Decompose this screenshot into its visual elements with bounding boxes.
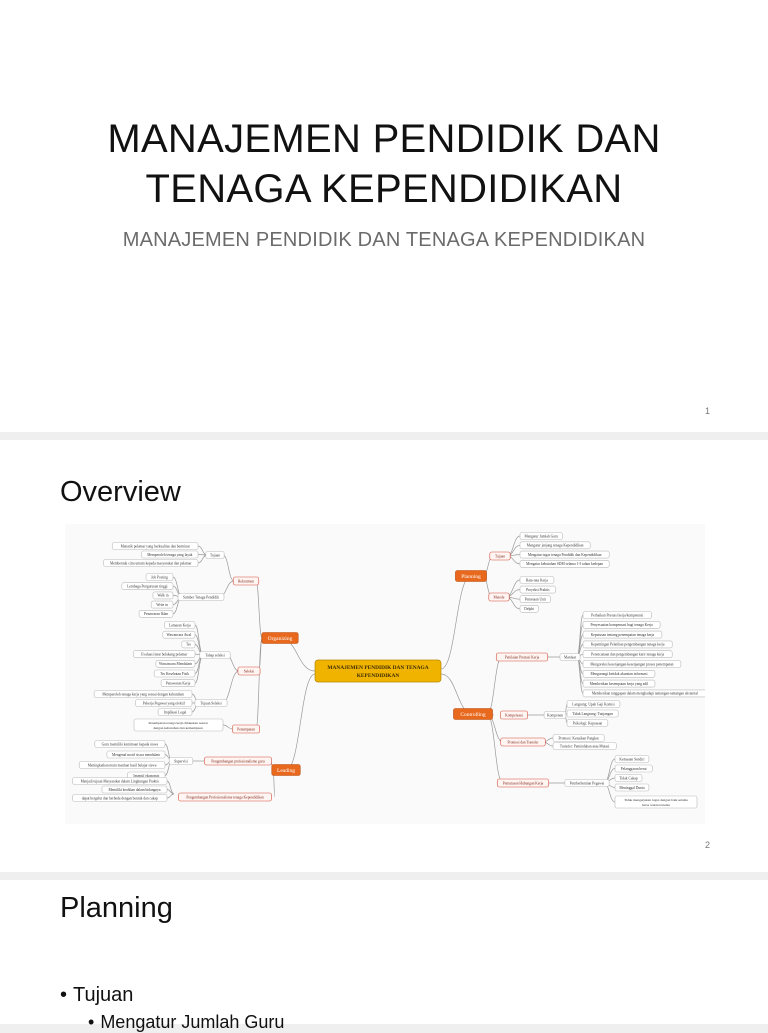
svg-text:Tujuan Seleksi: Tujuan Seleksi bbox=[200, 701, 222, 706]
leaf-node bbox=[182, 641, 195, 648]
leaf-node bbox=[520, 551, 609, 558]
svg-text:Seleksi: Seleksi bbox=[243, 669, 255, 674]
svg-text:Walk in: Walk in bbox=[157, 593, 169, 598]
svg-text:Memberikan tanggapan dalam men: Memberikan tanggapan dalam menghadapi tantangan-tantangan eksternal bbox=[591, 691, 698, 696]
svg-text:Menarik pelamar yang berkualit: Menarik pelamar yang berkualitas dan berminat bbox=[120, 544, 190, 549]
leaf-node bbox=[583, 612, 651, 619]
slide-heading: Overview bbox=[60, 476, 181, 508]
mid-node bbox=[195, 700, 227, 707]
mid-node bbox=[544, 712, 566, 719]
sub-node bbox=[496, 653, 547, 661]
svg-text:Planning: Planning bbox=[461, 573, 481, 580]
leaf-node bbox=[583, 690, 705, 697]
svg-text:Meninggal Dunia: Meninggal Dunia bbox=[619, 785, 645, 790]
svg-text:Tujuan: Tujuan bbox=[209, 553, 221, 558]
mid-node bbox=[206, 552, 224, 559]
svg-text:MANAJEMEN PENDIDIK DAN TENAGA: MANAJEMEN PENDIDIK DAN TENAGA bbox=[327, 665, 429, 671]
svg-text:Pemutusan Hubungan Kerja: Pemutusan Hubungan Kerja bbox=[502, 781, 544, 786]
svg-text:Perencanaan dan pengembangan k: Perencanaan dan pengembangan karir tenaga kerja bbox=[591, 652, 665, 657]
svg-text:dapat bergelut dan berbeda den: dapat bergelut dan berbeda dengan bentuk dan cakap bbox=[81, 796, 158, 801]
leaf-node bbox=[553, 743, 616, 750]
bullet-item bbox=[60, 984, 133, 1007]
svg-text:Keputusan tentang penempatan t: Keputusan tentang penempatan tenaga kerja bbox=[590, 632, 655, 637]
svg-text:Mengenal motif siswa mendalam: Mengenal motif siswa mendalam bbox=[112, 752, 160, 757]
svg-text:Transfer: Pemindahan atau Muta: Transfer: Pemindahan atau Mutasi bbox=[559, 744, 610, 749]
svg-text:Pengembangan profesionalisme g: Pengembangan profesionalisme guru bbox=[211, 759, 265, 764]
leaf-node bbox=[73, 795, 167, 802]
title-slide bbox=[0, 0, 768, 432]
svg-text:batas waktu tertentu: batas waktu tertentu bbox=[641, 803, 671, 807]
leaf-node bbox=[567, 701, 620, 708]
svg-text:Promosi dan Transfer: Promosi dan Transfer bbox=[507, 740, 539, 745]
connector-line bbox=[487, 714, 503, 783]
svg-text:Organizing: Organizing bbox=[267, 635, 293, 642]
svg-text:Pemetaan Unit: Pemetaan Unit bbox=[524, 597, 546, 602]
svg-text:Lembaga Pengurusan tinggi: Lembaga Pengurusan tinggi bbox=[127, 584, 168, 589]
bullet-text: Tujuan bbox=[73, 984, 134, 1006]
leaf-node bbox=[151, 601, 173, 608]
svg-text:Tes Kesehatan Fisik: Tes Kesehatan Fisik bbox=[160, 671, 190, 676]
leaf-node bbox=[615, 796, 697, 808]
leaf-node bbox=[615, 775, 642, 782]
connector-line bbox=[256, 638, 262, 729]
branch-node-organizing bbox=[262, 633, 298, 644]
leaf-node bbox=[94, 691, 192, 698]
leaf-node bbox=[146, 574, 173, 581]
leaf-node bbox=[583, 631, 662, 638]
svg-text:Kemauan Sendiri: Kemauan Sendiri bbox=[619, 757, 645, 762]
connector-line bbox=[487, 657, 502, 714]
leaf-node bbox=[112, 543, 198, 550]
leaf-node bbox=[136, 700, 192, 707]
leaf-node bbox=[73, 778, 167, 785]
page-number: 1 bbox=[704, 406, 710, 416]
leaf-node bbox=[615, 784, 649, 791]
mid-node bbox=[560, 654, 580, 661]
leaf-node bbox=[154, 670, 195, 677]
leaf-node bbox=[122, 583, 173, 590]
svg-text:Pelanggaran berat: Pelanggaran berat bbox=[620, 766, 647, 771]
leaf-node bbox=[520, 596, 550, 603]
connector-line bbox=[441, 674, 473, 714]
leaf-node bbox=[156, 660, 195, 667]
svg-text:Delphi: Delphi bbox=[524, 607, 535, 612]
sub-node bbox=[232, 725, 259, 733]
leaf-node bbox=[520, 560, 609, 567]
leaf-node bbox=[165, 622, 195, 629]
svg-text:Penempatan: Penempatan bbox=[237, 727, 255, 732]
leaf-node bbox=[107, 751, 165, 758]
sub-node bbox=[490, 552, 510, 560]
branch-node-controlling bbox=[453, 709, 492, 720]
sub-node bbox=[238, 667, 260, 675]
connector-line bbox=[577, 625, 583, 657]
sub-node bbox=[233, 577, 259, 585]
leaf-node bbox=[615, 756, 649, 763]
svg-text:Mengoreksi kesenjangan-kesenja: Mengoreksi kesenjangan-kesenjangan proses penempatan bbox=[590, 662, 674, 667]
svg-text:Promosi: Kenaikan Pangkat: Promosi: Kenaikan Pangkat bbox=[558, 736, 599, 741]
connector-line bbox=[223, 555, 234, 581]
sub-node bbox=[501, 738, 546, 746]
mid-node bbox=[169, 758, 193, 765]
svg-text:Wawancara Mendalam: Wawancara Mendalam bbox=[158, 662, 192, 667]
leaf-node bbox=[153, 592, 173, 599]
svg-text:Write in: Write in bbox=[156, 602, 168, 607]
leaf-node bbox=[583, 651, 672, 658]
connector-line bbox=[256, 581, 262, 638]
leaf-node bbox=[583, 661, 681, 668]
svg-text:Penyesuaian kompensasi bagi te: Penyesuaian kompensasi bagi tenaga Kerja bbox=[590, 623, 653, 628]
leaf-node bbox=[163, 631, 195, 638]
svg-text:Manfaat: Manfaat bbox=[564, 655, 576, 660]
svg-text:Membentuk citra umum kepada ma: Membentuk citra umum kepada masyarakat dan pelamar bbox=[109, 561, 192, 566]
svg-text:Controlling: Controlling bbox=[460, 711, 486, 718]
svg-text:KEPENDIDIKAN: KEPENDIDIKAN bbox=[356, 673, 400, 679]
planning-slide bbox=[0, 880, 768, 1032]
svg-text:Rekrutmen: Rekrutmen bbox=[238, 579, 254, 584]
mindmap-image bbox=[65, 524, 705, 824]
svg-text:Komponen: Komponen bbox=[547, 713, 563, 718]
svg-text:Tahap seleksi: Tahap seleksi bbox=[205, 653, 225, 658]
leaf-node bbox=[79, 762, 165, 769]
svg-text:Langsung: Upah Gaji Komisi: Langsung: Upah Gaji Komisi bbox=[572, 702, 615, 707]
connector-line bbox=[577, 657, 583, 693]
slide-title bbox=[40, 114, 728, 214]
leaf-node bbox=[142, 551, 198, 558]
mid-node bbox=[178, 594, 224, 601]
svg-text:Meningkatkan mutu manfaat hasi: Meningkatkan mutu manfaat hasil belajar siswa bbox=[87, 763, 157, 768]
svg-text:Mengatur kebutuhan SDM selama: Mengatur kebutuhan SDM selama 1-5 tahun kedepan bbox=[526, 562, 604, 567]
svg-text:Mengatur tugas tenaga Pendidik: Mengatur tugas tenaga Pendidik dan Kependidikan bbox=[527, 552, 602, 557]
svg-text:Supervisi: Supervisi bbox=[174, 759, 188, 764]
svg-text:Penilaian Prestasi Kerja: Penilaian Prestasi Kerja bbox=[504, 655, 540, 660]
svg-text:Penawaran Kerja: Penawaran Kerja bbox=[165, 681, 191, 686]
leaf-node bbox=[139, 610, 173, 617]
slide-heading: Planning bbox=[60, 892, 173, 924]
page-number: 2 bbox=[704, 840, 710, 850]
leaf-node bbox=[104, 560, 198, 567]
svg-text:dengan kebutuhan dan kemampuan: dengan kebutuhan dan kemampuan bbox=[153, 726, 203, 730]
slide-subtitle: MANAJEMEN PENDIDIK DAN TENAGA KEPENDIDIKAN bbox=[122, 229, 646, 251]
svg-text:Pekerja Pegawai yang efektif: Pekerja Pegawai yang efektif bbox=[142, 701, 185, 706]
svg-text:Rata-rata Kerja: Rata-rata Kerja bbox=[525, 578, 548, 583]
leaf-node bbox=[520, 542, 590, 549]
mid-node bbox=[200, 652, 230, 659]
sub-node bbox=[204, 757, 271, 765]
leaf-node bbox=[583, 670, 655, 677]
svg-text:Penempatan tenaga kerja dilaku: Penempatan tenaga kerja dilakukan sesuai bbox=[148, 721, 208, 725]
svg-text:Pengembangan Profesionalisme t: Pengembangan Profesionalisme tenaga Kependidikan bbox=[186, 795, 264, 800]
center-node bbox=[315, 660, 441, 682]
leaf-node bbox=[520, 605, 538, 612]
connector-line bbox=[223, 725, 233, 729]
slide-title-line-2: TENAGA KEPENDIDIKAN bbox=[145, 167, 623, 211]
svg-text:Memberikan kesempatan kerja ya: Memberikan kesempatan kerja yang adil bbox=[589, 681, 649, 686]
svg-text:Memperoleh tenaga yang layak: Memperoleh tenaga yang layak bbox=[147, 552, 193, 557]
svg-text:Job Posting: Job Posting bbox=[151, 575, 168, 580]
leaf-node bbox=[520, 533, 563, 540]
mid-node bbox=[565, 780, 609, 787]
svg-text:Tidak mengerjakan tugas dengan: Tidak mengerjakan tugas dengan baik selama bbox=[624, 798, 688, 802]
svg-text:Implikasi Legal: Implikasi Legal bbox=[163, 710, 187, 715]
svg-text:Proyeksi Praktis: Proyeksi Praktis bbox=[526, 587, 550, 592]
svg-text:Pemberhentian Pegawai: Pemberhentian Pegawai bbox=[569, 781, 605, 786]
leaf-node bbox=[583, 641, 672, 648]
bullet-text: Mengatur Jumlah Guru bbox=[100, 1012, 285, 1032]
svg-text:Penawaran Iklan: Penawaran Iklan bbox=[144, 612, 169, 617]
svg-text:Mengatur Jumlah Guru: Mengatur Jumlah Guru bbox=[524, 534, 559, 539]
sub-node bbox=[500, 711, 527, 719]
connector-line bbox=[286, 674, 315, 770]
svg-text:Psikologi: Kepuasan: Psikologi: Kepuasan bbox=[572, 721, 603, 726]
svg-text:Tujuan: Tujuan bbox=[494, 554, 506, 559]
overview-slide bbox=[0, 440, 768, 872]
svg-text:Sumber Tenaga Pendidik: Sumber Tenaga Pendidik bbox=[182, 595, 220, 600]
svg-text:Leading: Leading bbox=[276, 767, 296, 774]
leaf-node bbox=[520, 586, 556, 593]
sub-bullet-item bbox=[88, 1012, 284, 1033]
svg-text:Insentif ekonomis: Insentif ekonomis bbox=[133, 773, 160, 778]
svg-text:Kepentingan Pelatihan pengemba: Kepentingan Pelatihan pengembangan tenaga kerja bbox=[590, 642, 665, 647]
leaf-node bbox=[102, 786, 167, 793]
svg-text:Metode: Metode bbox=[493, 595, 505, 600]
svg-text:Guru memiliki kemitraan kepada: Guru memiliki kemitraan kepada siswa bbox=[101, 742, 159, 747]
svg-text:Lamaran Kerja: Lamaran Kerja bbox=[168, 623, 191, 628]
svg-text:Tidak Cakap: Tidak Cakap bbox=[619, 776, 638, 781]
svg-text:Tidak Langsung: Tunjangan: Tidak Langsung: Tunjangan bbox=[572, 711, 613, 716]
leaf-node bbox=[583, 680, 655, 687]
leaf-node bbox=[134, 719, 223, 731]
connector-line bbox=[167, 794, 174, 798]
svg-text:Tes: Tes bbox=[185, 642, 191, 647]
leaf-node bbox=[95, 741, 165, 748]
leaf-node bbox=[553, 735, 604, 742]
svg-text:Mengatur jenjang tenaga Kepend: Mengatur jenjang tenaga Kependidikan bbox=[526, 543, 584, 548]
leaf-node bbox=[158, 709, 192, 716]
svg-text:Perbaikan Prestasi kerja/kompe: Perbaikan Prestasi kerja/kompetensi bbox=[591, 613, 644, 618]
leaf-node bbox=[615, 765, 652, 772]
connector-line bbox=[441, 576, 471, 669]
connector-line bbox=[222, 671, 239, 703]
branch-node-planning bbox=[455, 571, 486, 582]
sub-node bbox=[497, 779, 548, 787]
sub-node bbox=[179, 793, 272, 801]
bullet-dot-icon: • bbox=[88, 1012, 95, 1032]
leaf-node bbox=[567, 710, 618, 717]
svg-text:Kompensasi: Kompensasi bbox=[505, 713, 523, 718]
leaf-node bbox=[133, 651, 195, 658]
leaf-node bbox=[567, 720, 608, 727]
leaf-node bbox=[583, 621, 660, 628]
sub-node bbox=[489, 593, 509, 601]
svg-text:Evaluasi latar belakang pelama: Evaluasi latar belakang pelamar bbox=[141, 652, 188, 657]
leaf-node bbox=[520, 577, 554, 584]
svg-text:Memiliki keahlian dalam bidang: Memiliki keahlian dalam bidangnya bbox=[108, 787, 161, 792]
leaf-node bbox=[161, 680, 195, 687]
svg-text:Wawancara Awal: Wawancara Awal bbox=[166, 632, 192, 637]
branch-node-leading bbox=[272, 765, 300, 776]
slide-title-line-1: MANAJEMEN PENDIDIK DAN bbox=[107, 117, 661, 161]
svg-text:Memperoleh tenaga kerja yang s: Memperoleh tenaga kerja yang sesuai dengan kebutuhan bbox=[102, 692, 184, 697]
svg-text:Mengurangi ketidak akuratan in: Mengurangi ketidak akuratan informasi bbox=[590, 672, 648, 677]
svg-text:Menjadi tujuan Masyarakat dala: Menjadi tujuan Masyarakat dalam Lingkungan Praktis bbox=[80, 779, 159, 784]
mindmap-diagram bbox=[65, 524, 705, 824]
bullet-dot-icon: • bbox=[60, 984, 68, 1006]
